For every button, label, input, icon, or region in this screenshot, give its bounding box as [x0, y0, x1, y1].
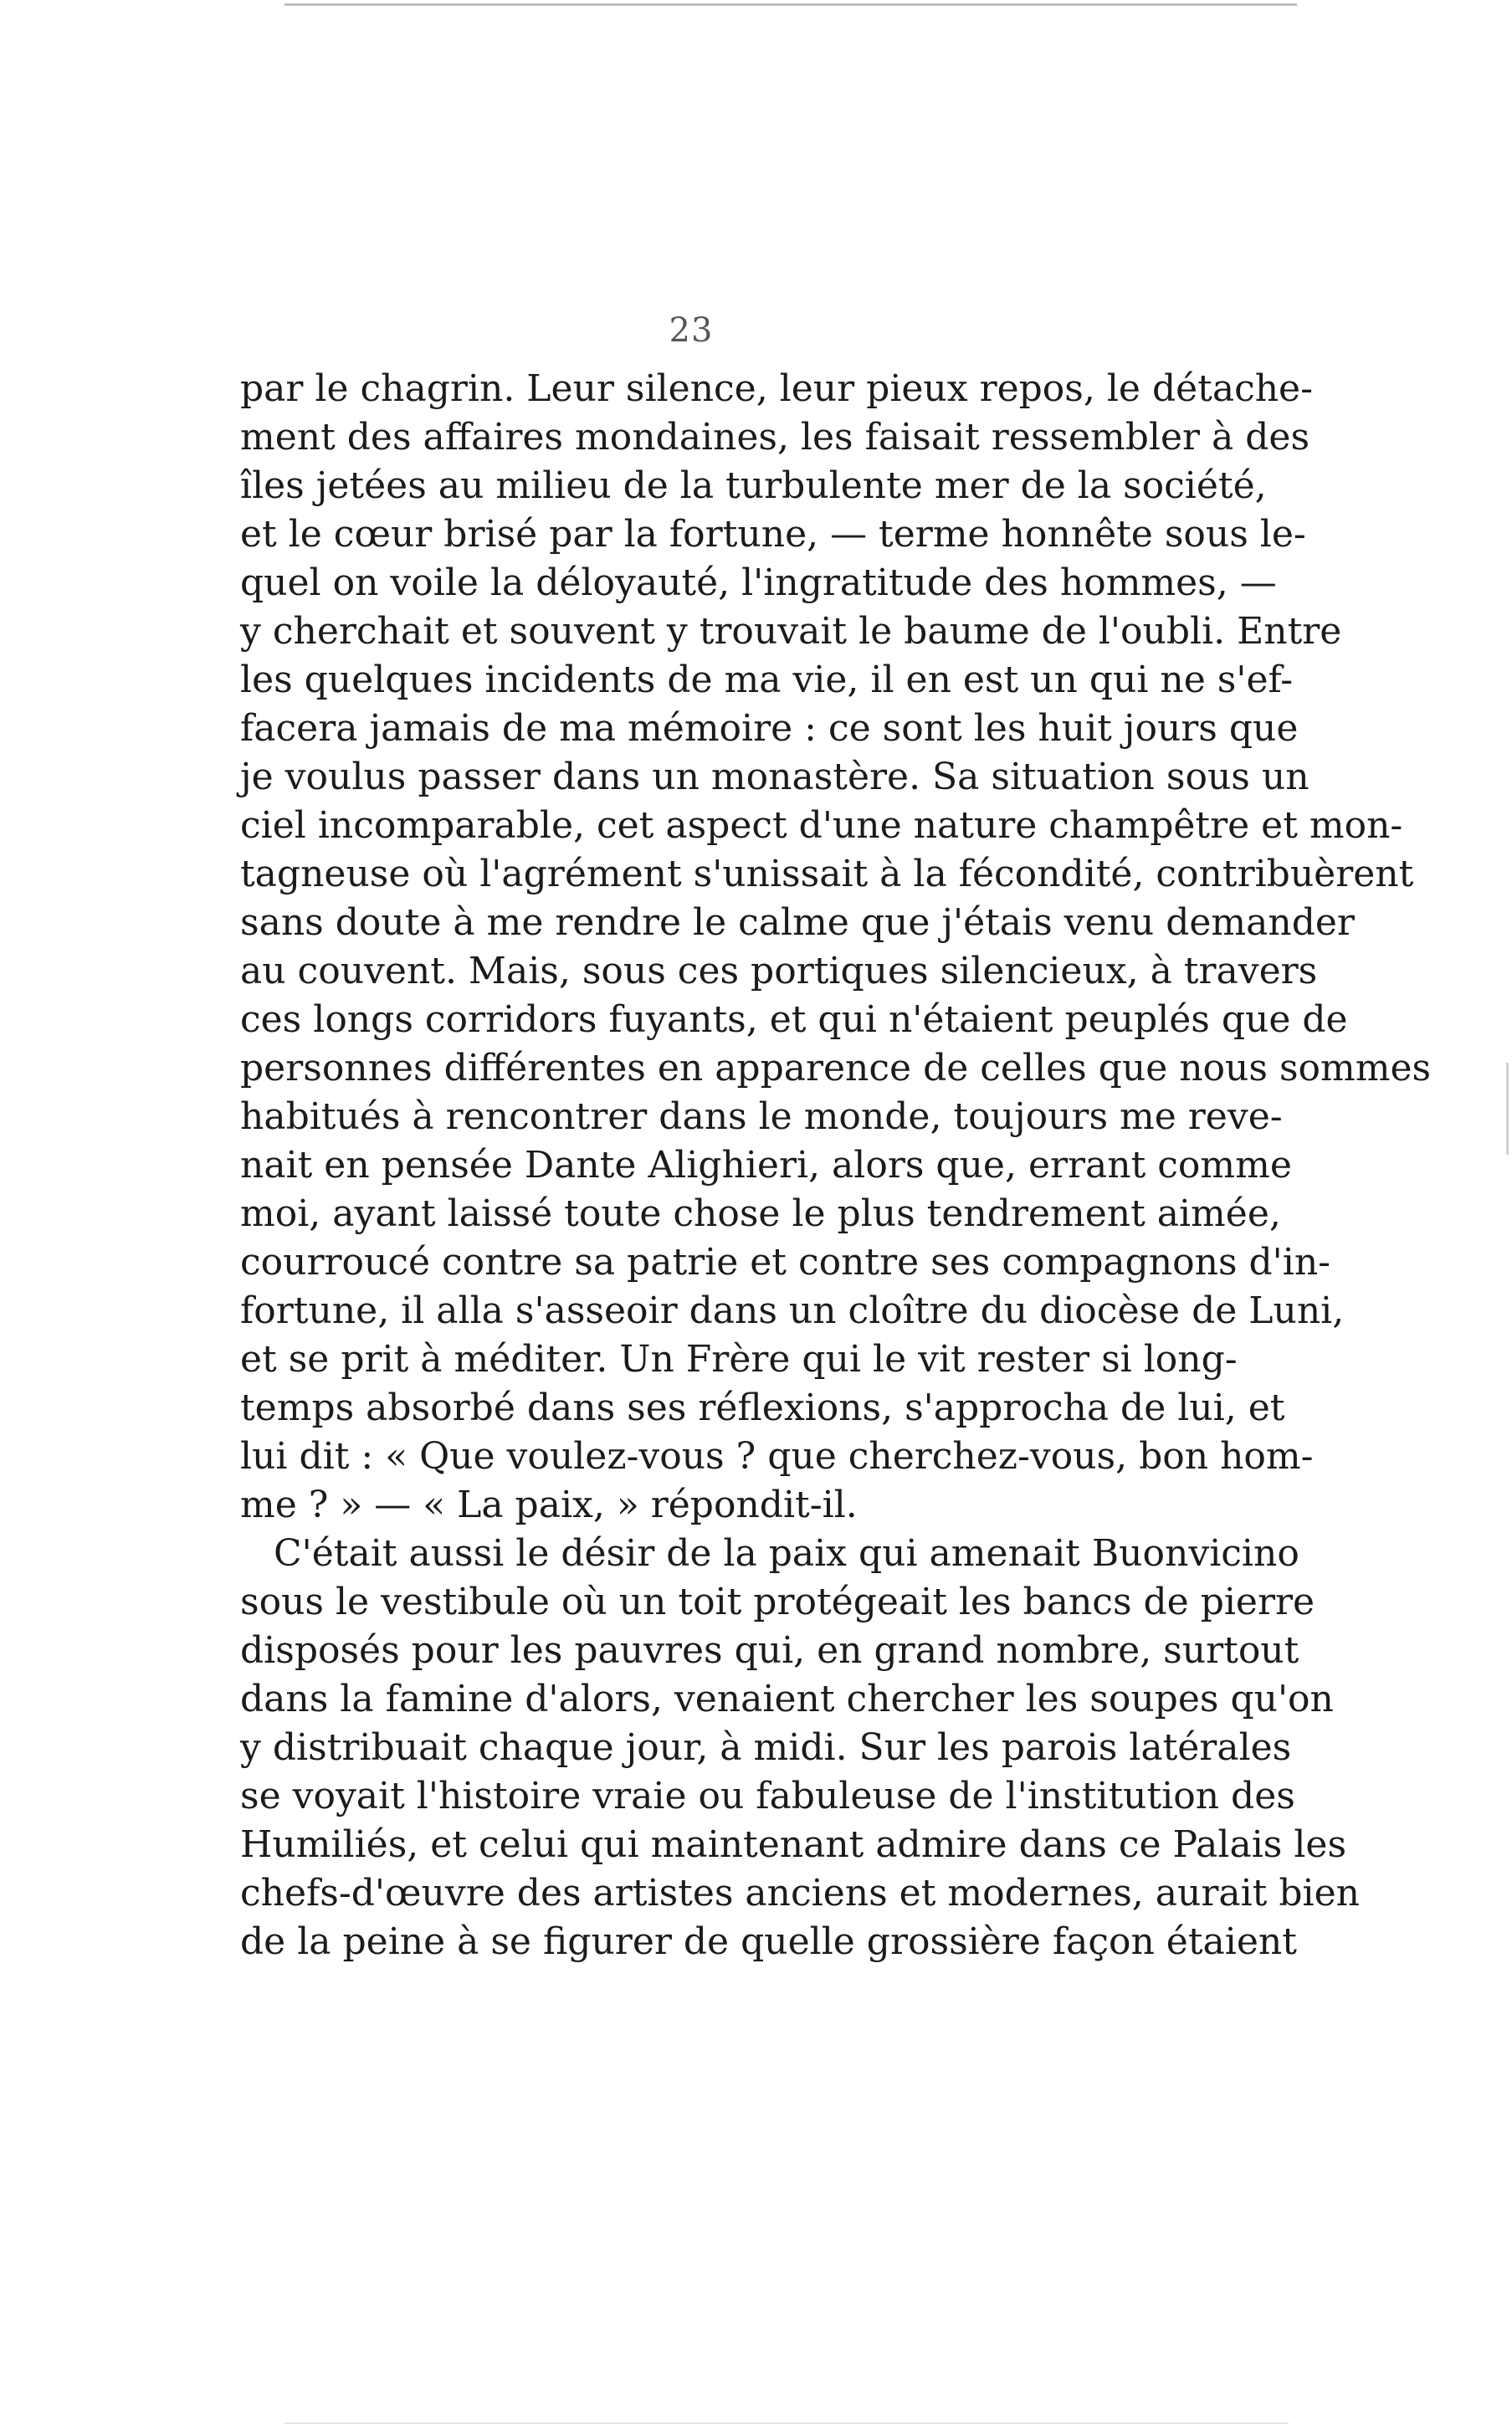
text-line: dans la famine d'alors, venaient chercher les soupes qu'on	[240, 1678, 1334, 1720]
text-line: me ? » — « La paix, » répondit-il.	[240, 1484, 858, 1526]
text-line: ment des affaires mondaines, les faisait ressembler à des	[240, 416, 1310, 459]
paragraph-1	[240, 365, 1432, 1530]
text-line: personnes différentes en apparence de celles que nous sommes	[240, 1047, 1432, 1089]
page-number: 23	[669, 311, 714, 350]
text-line: lui dit : « Que voulez-vous ? que cherchez-vous, bon hom-	[240, 1435, 1314, 1478]
text-line: tagneuse où l'agrément s'unissait à la fécondité, contribuèrent	[240, 853, 1414, 895]
text-line: Humiliés, et celui qui maintenant admire dans ce Palais les	[240, 1823, 1347, 1866]
text-line: y distribuait chaque jour, à midi. Sur les parois latérales	[240, 1726, 1292, 1769]
text-line: se voyait l'histoire vraie ou fabuleuse de l'institution des	[240, 1775, 1295, 1817]
text-line: au couvent. Mais, sous ces portiques silencieux, à travers	[240, 950, 1318, 992]
text-line: îles jetées au milieu de la turbulente mer de la société,	[240, 464, 1267, 507]
text-line: quel on voile la déloyauté, l'ingratitude des hommes, —	[240, 561, 1277, 604]
text-line: temps absorbé dans ses réflexions, s'approcha de lui, et	[240, 1387, 1285, 1429]
text-line: les quelques incidents de ma vie, il en est un qui ne s'ef-	[240, 659, 1294, 701]
text-line: de la peine à se figurer de quelle grossière façon étaient	[240, 1920, 1297, 1963]
text-line: et le cœur brisé par la fortune, — terme honnête sous le-	[240, 513, 1306, 556]
text-line: y cherchait et souvent y trouvait le baume de l'oubli. Entre	[240, 610, 1342, 653]
text-line: moi, ayant laissé toute chose le plus tendrement aimée,	[240, 1192, 1281, 1235]
text-line: et se prit à méditer. Un Frère qui le vit rester si long-	[240, 1338, 1238, 1381]
scan-edge-rule	[284, 3, 1297, 6]
text-line: par le chagrin. Leur silence, leur pieux repos, le détache-	[240, 367, 1313, 410]
text-line: ciel incomparable, cet aspect d'une nature champêtre et mon-	[240, 804, 1403, 847]
text-line: nait en pensée Dante Alighieri, alors que, errant comme	[240, 1144, 1292, 1187]
scan-speck	[284, 2422, 1289, 2424]
text-line: habitués à rencontrer dans le monde, toujours me reve-	[240, 1095, 1283, 1138]
text-line: fortune, il alla s'asseoir dans un cloître du diocèse de Luni,	[240, 1289, 1345, 1332]
text-line: chefs-d'œuvre des artistes anciens et modernes, aurait bien	[240, 1872, 1360, 1915]
text-line: je voulus passer dans un monastère. Sa situation sous un	[240, 756, 1310, 798]
body-text	[240, 365, 1432, 1966]
paragraph-2	[240, 1530, 1360, 1966]
text-line: sans doute à me rendre le calme que j'étais venu demander	[240, 901, 1355, 944]
text-line: courroucé contre sa patrie et contre ses compagnons d'in-	[240, 1241, 1331, 1284]
text-line: disposés pour les pauvres qui, en grand nombre, surtout	[240, 1629, 1299, 1672]
text-line: C'était aussi le désir de la paix qui amenait Buonvicino	[274, 1532, 1299, 1575]
scan-speck	[1506, 1063, 1509, 1155]
text-line: facera jamais de ma mémoire : ce sont les huit jours que	[240, 707, 1299, 750]
text-line: ces longs corridors fuyants, et qui n'étaient peuplés que de	[240, 998, 1348, 1041]
text-line: sous le vestibule où un toit protégeait les bancs de pierre	[240, 1581, 1315, 1623]
